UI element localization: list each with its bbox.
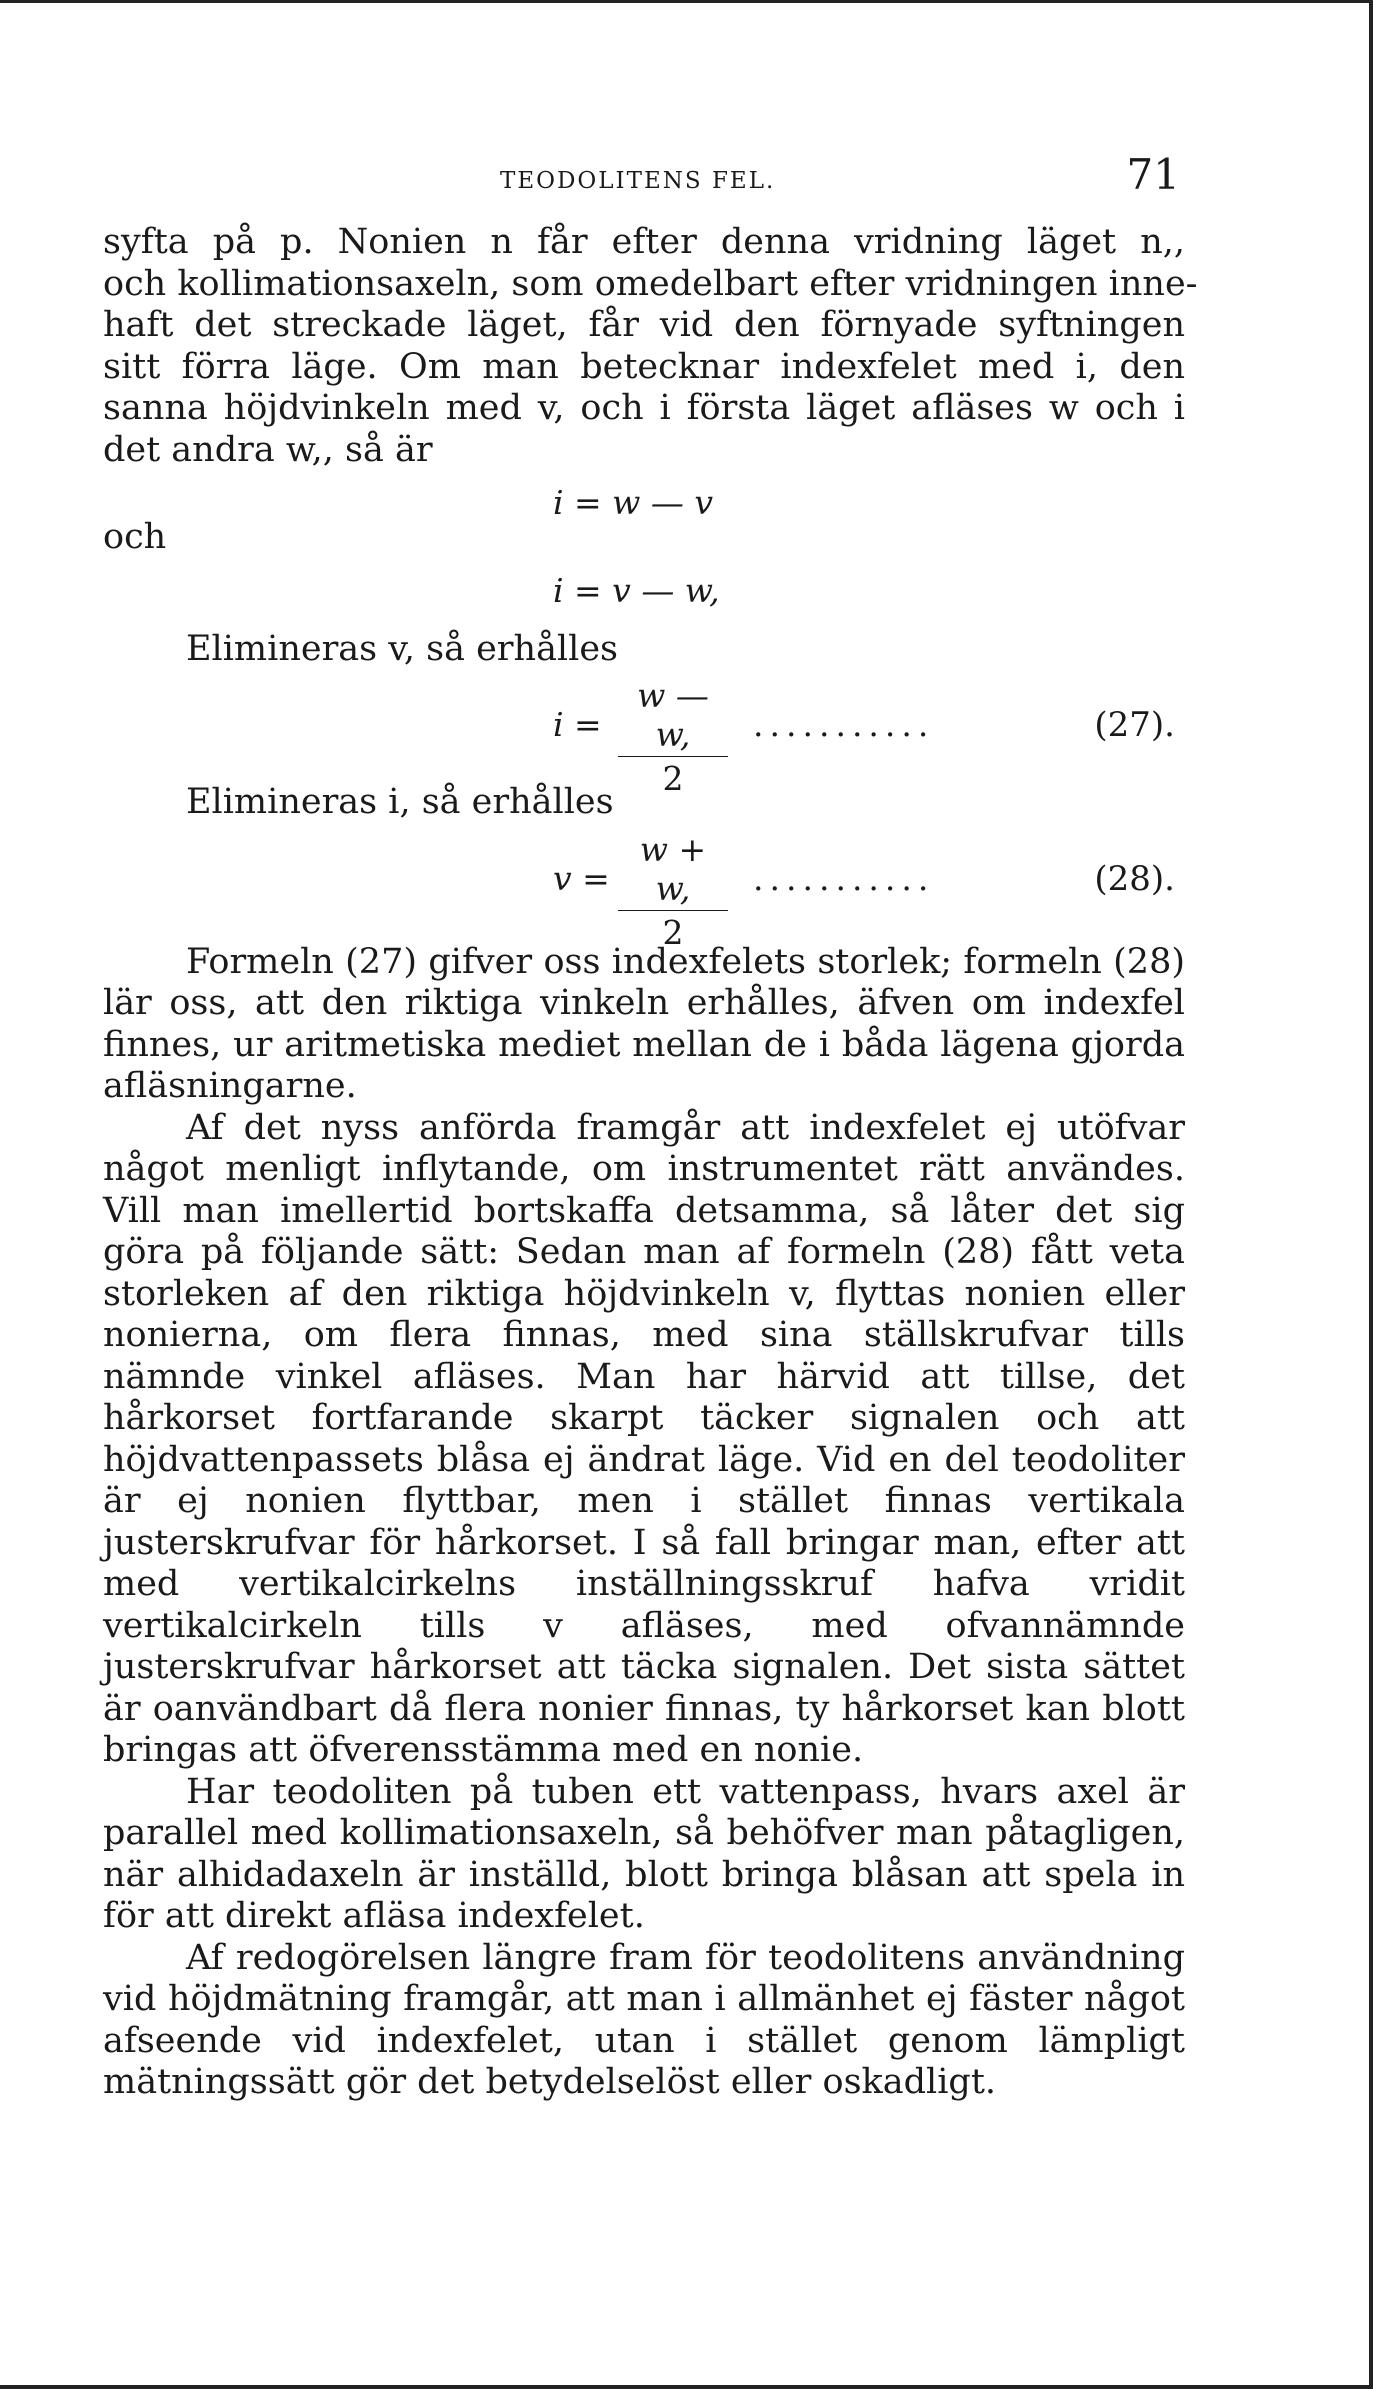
equation-expression: i = v — w,	[553, 570, 720, 610]
paragraph-formula-meaning: Formeln (27) gifver oss indexfelets storlek; formeln (28) lär oss, att den riktiga vinkeln erhålles, äfven om indexfel finnes, ur aritmetiska mediet mellan de i båda lägena gjorda afläsningarne.	[103, 941, 1185, 1106]
equation-lhs: i =	[553, 705, 602, 744]
scan-border-right	[1369, 0, 1373, 2389]
equation-lhs: v =	[553, 858, 610, 898]
equation-number: (27).	[1094, 705, 1175, 745]
fraction	[618, 676, 728, 798]
text-line: sitt förra läge. Om man betecknar indexfelet med i, den	[103, 346, 1185, 387]
fraction	[618, 830, 728, 952]
paragraph-tube-level: Har teodoliten på tuben ett vattenpass, hvars axel är parallel med kollimationsaxeln, så behöfver man påtagligen, när alhidadaxeln är inställd, blott bringa blåsan att spela in för att direkt afläsa indexfelet.	[103, 1771, 1185, 1936]
leader-dots: ...........	[753, 858, 935, 898]
text-line: sanna höjdvinkeln med v, och i första läget afläses w och i	[103, 388, 1185, 428]
fraction-denominator: 2	[662, 912, 684, 952]
text-och: och	[103, 517, 167, 557]
scan-border-bottom	[0, 2385, 1373, 2389]
text-line: haft det streckade läget, får vid den förnyade syftningen	[103, 305, 1185, 345]
leader-dots: ...........	[753, 705, 935, 744]
page-header	[100, 150, 1180, 200]
equation-28	[103, 824, 1185, 952]
equation-27	[103, 670, 1185, 798]
text-eliminate-v: Elimineras v, så erhålles	[186, 628, 618, 669]
paragraph-conclusion: Af redogörelsen längre fram för teodolitens användning vid höjdmätning framgår, att man i allmänhet ej fäster något afseende vid indexfelet, utan i stället genom lämpligt mätningssätt gör det betydelselöst eller oskadligt.	[103, 1937, 1185, 2102]
text-line: det andra w,, så är	[103, 429, 433, 470]
text-eliminate-i: Elimineras i, så erhålles	[186, 782, 614, 822]
equation-2	[103, 559, 1185, 629]
page-number: 71	[1126, 150, 1180, 199]
equation-number: (28).	[1094, 858, 1175, 899]
paragraph-index-error-removal: Af det nyss anförda framgår att indexfelet ej utöfvar något menligt inflytande, om instrumentet rätt användes. Vill man imellertid bortskaffa detsamma, så låter det sig göra på följande sätt: Sedan man af formeln (28) fått veta storleken af den riktiga höjdvinkeln v, flyttas nonien eller nonierna, om flera finnas, med sina ställskrufvar tills nämnde vinkel afläses. Man har härvid att tillse, det hårkorset fortfarande skarpt täcker signalen och att höjdvattenpassets blåsa ej ändrat läge. Vid en del teodoliter är ej nonien flyttbar, men i stället finnas vertikala justerskrufvar för hårkorset. I så fall bringar man, efter att med vertikalcirkelns inställningsskruf hafva vridit vertikalcirkeln tills v afläses, med ofvannämnde justerskrufvar hårkorset att täcka signalen. Det sista sättet är oanvändbart då flera nonier finnas, ty hårkorset kan blott bringas att öfverensstämma med en nonie.	[103, 1107, 1185, 1770]
paragraph-intro	[103, 222, 1198, 471]
scan-border-top	[0, 0, 1373, 3]
equation-1	[103, 471, 1185, 533]
fraction-numerator: w — w,	[618, 676, 728, 757]
equation-expression: i = w — v	[553, 483, 714, 522]
page-body	[103, 222, 1198, 2104]
fraction-denominator: 2	[662, 759, 684, 798]
text-line: och kollimationsaxeln, som omedelbart efter vridningen inne-	[103, 263, 1198, 304]
fraction-numerator: w + w,	[618, 830, 728, 911]
text-line: syfta på p. Nonien n får efter denna vridning läget n,,	[103, 222, 1185, 262]
running-head: TEODOLITENS FEL.	[500, 168, 776, 194]
